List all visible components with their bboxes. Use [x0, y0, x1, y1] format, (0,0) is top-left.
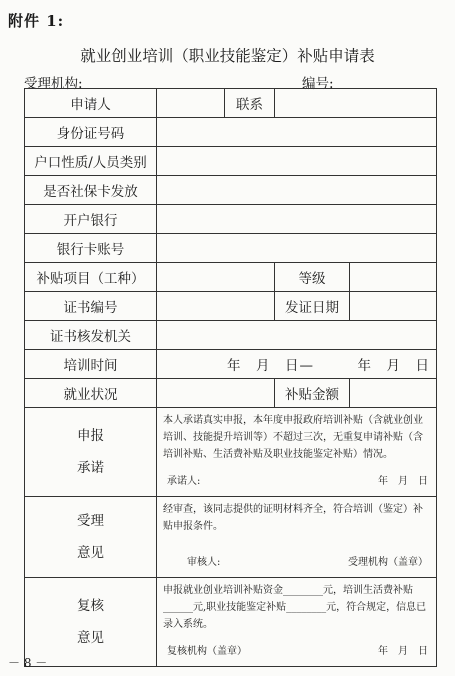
- field-bank[interactable]: [157, 205, 437, 234]
- application-form: [24, 88, 437, 667]
- acceptance-box: [157, 497, 437, 578]
- acceptance-agency: 受理机构（盖章）: [348, 557, 428, 568]
- attachment-label: 附件 1:: [8, 12, 65, 30]
- label-applicant: 申请人: [25, 89, 157, 118]
- field-household-type[interactable]: [157, 147, 437, 176]
- field-subsidy-amount[interactable]: [350, 379, 437, 408]
- agency-label: 受理机构:: [24, 76, 83, 92]
- review-agency: 复核机构（盖章）: [167, 646, 247, 657]
- row-cert-authority: [25, 321, 437, 350]
- label-cert-number: 证书编号: [25, 292, 157, 321]
- field-cert-authority[interactable]: [157, 321, 437, 350]
- review-date: 年 月 日: [378, 646, 428, 657]
- label-bank: 开户银行: [25, 205, 157, 234]
- label-employment: 就业状况: [25, 379, 157, 408]
- declaration-label-1: 申报: [77, 428, 104, 444]
- row-applicant: [25, 89, 437, 118]
- declaration-text: 本人承诺真实申报，本年度申报政府培训补贴（含就业创业培训、技能提升培训等）不超过三次，无重复申请补贴（含培训补贴、生活费补贴及职业技能鉴定补贴）情况。: [163, 415, 423, 460]
- serial-label: 编号:: [302, 76, 334, 92]
- row-id-number: [25, 118, 437, 147]
- page-number: － 8 －: [8, 656, 48, 670]
- field-applicant[interactable]: [157, 89, 225, 118]
- row-cert-number: [25, 292, 437, 321]
- field-level[interactable]: [350, 263, 437, 292]
- declaration-box: [157, 408, 437, 497]
- label-training-time: 培训时间: [25, 350, 157, 379]
- review-box: [157, 578, 437, 667]
- label-issue-date: 发证日期: [275, 292, 350, 321]
- field-social-card[interactable]: [157, 176, 437, 205]
- row-bank: [25, 205, 437, 234]
- label-acceptance: [25, 497, 157, 578]
- label-bank-card: 银行卡账号: [25, 234, 157, 263]
- row-declaration: [25, 408, 437, 497]
- row-bank-card: [25, 234, 437, 263]
- review-label-1: 复核: [77, 598, 104, 614]
- field-bank-card[interactable]: [157, 234, 437, 263]
- label-subsidy-amount: 补贴金额: [275, 379, 350, 408]
- label-contact: 联系: [225, 89, 275, 118]
- field-subsidy-item[interactable]: [157, 263, 275, 292]
- form-title: 就业创业培训（职业技能鉴定）补贴申请表: [80, 47, 375, 65]
- acceptance-label-2: 意见: [77, 545, 104, 561]
- acceptance-text: 经审查，该同志提供的证明材料齐全，符合培训（鉴定）补贴申报条件。: [163, 504, 423, 532]
- row-household-type: [25, 147, 437, 176]
- field-issue-date[interactable]: [350, 292, 437, 321]
- review-label-2: 意见: [77, 630, 104, 646]
- label-subsidy-item: 补贴项目（工种）: [25, 263, 157, 292]
- label-cert-authority: 证书核发机关: [25, 321, 157, 350]
- declaration-label-2: 承诺: [77, 460, 104, 476]
- row-subsidy-item: [25, 263, 437, 292]
- declaration-signer: 承诺人:: [167, 476, 201, 487]
- declaration-date: 年 月 日: [378, 476, 428, 487]
- label-declaration: [25, 408, 157, 497]
- label-level: 等级: [275, 263, 350, 292]
- row-employment: [25, 379, 437, 408]
- acceptance-reviewer: 审核人:: [187, 557, 221, 568]
- field-employment[interactable]: [157, 379, 275, 408]
- row-training-time: [25, 350, 437, 379]
- review-text: 申报就业创业培训补贴资金________元，培训生活费补贴______元,职业技能鉴定补贴________元，符合规定，信息已录入系统。: [163, 585, 427, 630]
- field-contact[interactable]: [275, 89, 437, 118]
- acceptance-label-1: 受理: [77, 513, 104, 529]
- field-cert-number[interactable]: [157, 292, 275, 321]
- field-training-dates[interactable]: 年 月 日— 年 月 日: [157, 350, 437, 379]
- label-household-type: 户口性质/人员类别: [25, 147, 157, 176]
- label-id-number: 身份证号码: [25, 118, 157, 147]
- field-id-number[interactable]: [157, 118, 437, 147]
- label-social-card: 是否社保卡发放: [25, 176, 157, 205]
- row-acceptance: [25, 497, 437, 578]
- row-social-card: [25, 176, 437, 205]
- row-review: [25, 578, 437, 667]
